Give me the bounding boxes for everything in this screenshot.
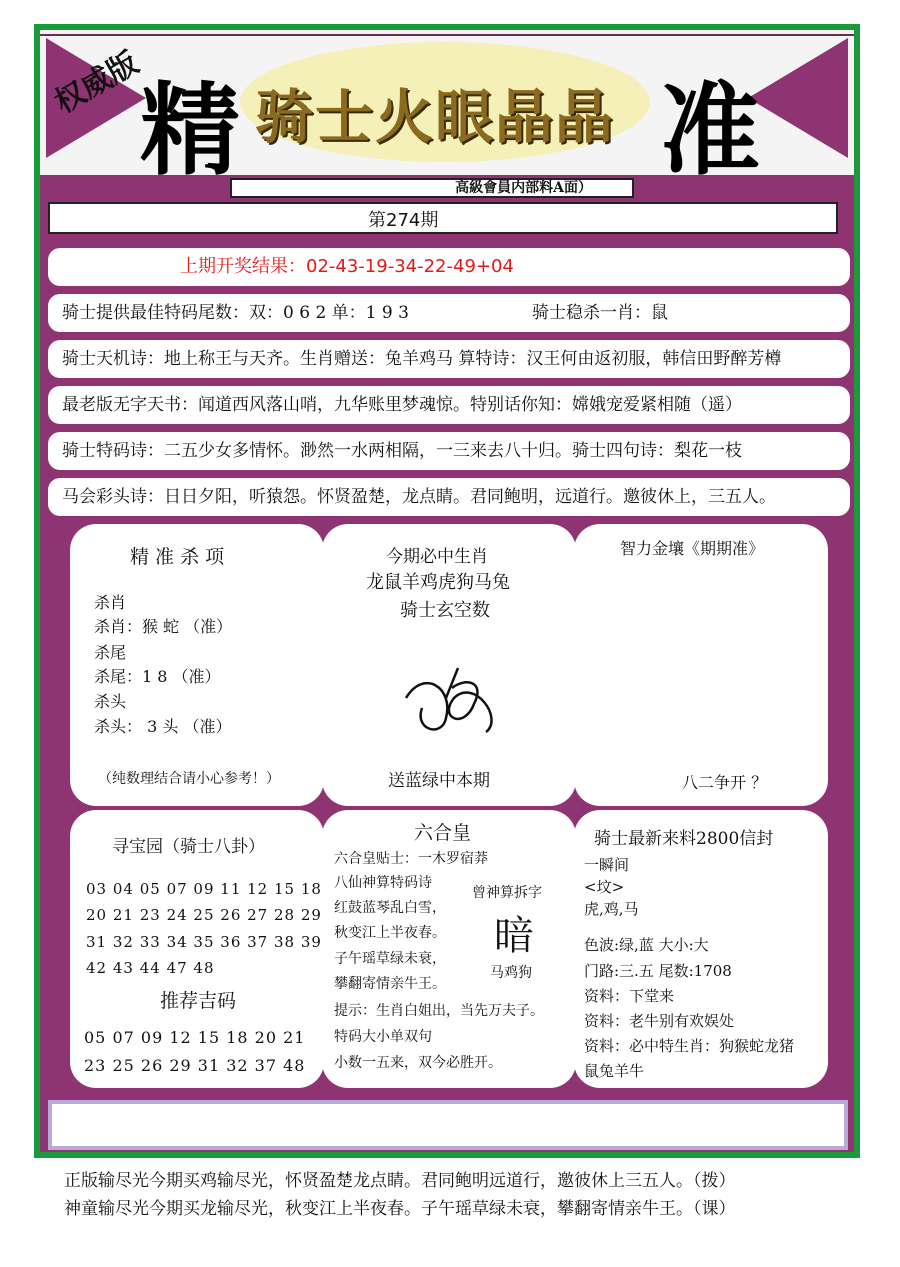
- wisdom-box: [574, 524, 828, 806]
- liuhe-size-title: 特码大小单双句: [334, 1029, 432, 1045]
- must-win-bottom: 送蓝绿中本期: [388, 771, 490, 791]
- treasure-title: 寻宝园（骑士八卦）: [112, 837, 265, 857]
- poem-sky-text: 骑士天机诗：地上称王与天齐。生肖赠送：兔羊鸡马 算特诗：汉王何由返初服，韩信田野醉芳樽: [62, 349, 782, 369]
- kill-items-title: 精 准 杀 项: [130, 546, 225, 568]
- envelope-box: [574, 810, 828, 1088]
- lucky-title: 推荐吉码: [160, 990, 237, 1012]
- treasure-nums-4: 42 43 44 47 48: [86, 959, 215, 977]
- special-poem-text: 骑士特码诗：二五少女多情怀。渺然一水两相隔，一三来去八十归。骑士四句诗：梨花一枝: [62, 441, 742, 461]
- horse-poem-row: [48, 478, 850, 516]
- member-subtitle: 高級會員内部料A面）: [230, 178, 634, 198]
- envelope-l3: 虎,鸡,马: [584, 900, 639, 918]
- kill-head-label: 杀头: [94, 692, 127, 711]
- poem-sky-row: [48, 340, 850, 378]
- authority-label: 权威版: [49, 45, 145, 121]
- kill-tail-label: 杀尾: [94, 643, 127, 662]
- envelope-l9: 鼠兔羊牛: [584, 1062, 645, 1080]
- envelope-l1: 一瞬间: [584, 856, 630, 874]
- treasure-nums-1: 03 04 05 07 09 11 12 15 18: [86, 880, 322, 898]
- liuhe-title: 六合皇: [414, 822, 472, 844]
- big-char-left: 精: [140, 72, 240, 175]
- page-frame: [34, 24, 860, 1158]
- liuhe-box: [322, 810, 576, 1088]
- bottom-line-1: 正版输尽光今期买鸡输尽光，怀贤盈楚龙点睛。君同鲍明远道行，邀彼休上三五人。（拨）: [64, 1171, 736, 1191]
- liuhe-tip: 六合皇贴士：一木罗宿莽: [334, 851, 488, 867]
- bottom-line-2: 神童输尽光今期买龙输尽光，秋变江上半夜春。子午瑶草绿未衰，攀翻寄情亲牛王。（课）: [64, 1199, 736, 1219]
- top-divider: [40, 34, 854, 36]
- wisdom-title: 智力金壤《期期准》: [620, 539, 765, 558]
- main-title: 骑士火眼晶晶: [255, 83, 616, 151]
- issue-number: 第274期: [368, 210, 439, 231]
- kill-zodiac-value: 杀肖：猴 蛇 （准）: [94, 617, 233, 636]
- envelope-l8: 资料：必中特生肖：狗猴蛇龙猪: [584, 1037, 795, 1055]
- treasure-nums-3: 31 32 33 34 35 36 37 38 39: [86, 933, 322, 951]
- envelope-l2: <坟>: [584, 878, 625, 896]
- split-char-title: 曾神算拆字: [472, 885, 542, 901]
- kill-tail-value: 杀尾：1 8 （准）: [94, 667, 221, 686]
- kill-zodiac-label: 杀肖: [94, 593, 127, 612]
- kill-note: （纯数理结合请小心参考！）: [98, 771, 280, 787]
- envelope-l4: 色波:绿,蓝 大小:大: [584, 936, 709, 954]
- kill-items-box: [70, 524, 324, 806]
- big-char-right: 准: [660, 72, 760, 175]
- liuhe-poem-2: 秋变江上半夜春。: [334, 925, 446, 941]
- liuhe-size-text: 小数一五来，双今必胜开。: [334, 1055, 502, 1071]
- horse-poem-text: 马会彩头诗：日日夕阳，听猿怨。怀贤盈楚，龙点睛。君同鲍明，远道行。邀彼休上，三五人。: [62, 487, 776, 507]
- oldbook-row: [48, 386, 850, 424]
- must-win-box: [322, 524, 576, 806]
- envelope-l7: 资料：老牛别有欢娱处: [584, 1012, 735, 1030]
- footer-blank-bar: [48, 1100, 848, 1150]
- split-char-zodiacs: 马鸡狗: [490, 965, 532, 981]
- special-poem-row: [48, 432, 850, 470]
- tail-text: 骑士提供最佳特码尾数：双：0 6 2 单：1 9 3: [62, 303, 409, 323]
- split-char: 暗: [494, 913, 534, 959]
- lucky-nums-1: 05 07 09 12 15 18 20 21: [84, 1028, 306, 1047]
- liuhe-poem-1: 红鼓蓝琴乱白雪，: [334, 900, 446, 916]
- envelope-l5: 门路:三.五 尾数:1708: [584, 962, 732, 980]
- right-triangle-decor: [748, 38, 848, 158]
- liuhe-poem-4: 攀翻寄情亲牛王。: [334, 976, 446, 992]
- envelope-title: 骑士最新来料2800信封: [594, 829, 774, 849]
- kill-one-text: 骑士稳杀一肖：鼠: [532, 303, 668, 323]
- header: [40, 30, 854, 175]
- wisdom-bottom: 八二争开 ？: [682, 773, 768, 792]
- mystic-number-label: 骑士玄空数: [400, 600, 490, 621]
- treasure-nums-2: 20 21 23 24 25 26 27 28 29: [86, 906, 322, 924]
- result-text: 上期开奖结果：02-43-19-34-22-49+04: [180, 256, 514, 277]
- lucky-nums-2: 23 25 26 29 31 32 37 48: [84, 1056, 306, 1075]
- treasure-box: [70, 810, 324, 1088]
- envelope-l6: 资料：下堂来: [584, 987, 675, 1005]
- liuhe-poem-title: 八仙神算特码诗: [334, 875, 432, 891]
- must-win-zodiacs: 龙鼠羊鸡虎狗马兔: [366, 572, 510, 593]
- result-row: [48, 248, 850, 286]
- oldbook-text: 最老版无字天书：闻道西风落山哨，九华账里梦魂惊。特别话你知：嫦娥宠爱紧相随（遥）: [62, 395, 742, 415]
- liuhe-poem-3: 子午瑶草绿未衰，: [334, 951, 446, 967]
- kill-head-value: 杀头： 3 头 （准）: [94, 717, 232, 736]
- liuhe-hint: 提示：生肖白姐出，当先万夫子。: [334, 1003, 544, 1019]
- tail-row: [48, 294, 850, 332]
- must-win-title: 今期必中生肖: [386, 547, 488, 567]
- signature-scribble: [394, 658, 514, 748]
- issue-bar: [48, 202, 838, 234]
